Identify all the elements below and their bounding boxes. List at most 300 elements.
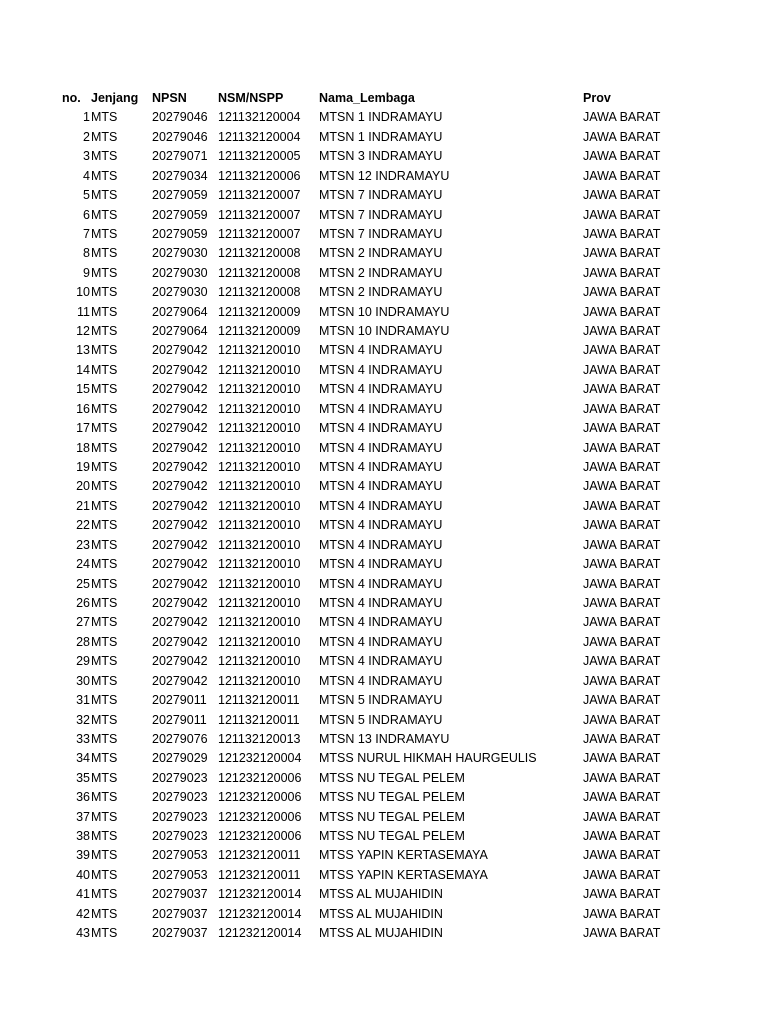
header-prov: Prov <box>583 91 611 105</box>
cell-prov: JAWA BARAT <box>583 790 661 805</box>
table-row <box>0 924 768 943</box>
cell-prov: JAWA BARAT <box>583 887 661 902</box>
cell-nama-lembaga: MTSN 4 INDRAMAYU <box>319 382 443 397</box>
table-row <box>0 672 768 691</box>
cell-jenjang: MTS <box>91 401 118 416</box>
cell-no: 6 <box>83 207 90 222</box>
cell-nsm-nspp: 121132120006 <box>218 168 301 183</box>
cell-jenjang: MTS <box>91 634 118 649</box>
cell-nama-lembaga: MTSN 4 INDRAMAYU <box>319 557 443 572</box>
cell-no: 11 <box>77 304 90 319</box>
table-row <box>0 497 768 516</box>
cell-no: 25 <box>76 576 90 591</box>
cell-npsn: 20279076 <box>152 731 208 746</box>
cell-nsm-nspp: 121132120008 <box>218 265 301 280</box>
table-row <box>0 458 768 477</box>
cell-nsm-nspp: 121132120010 <box>218 557 301 572</box>
table-row <box>0 400 768 419</box>
cell-prov: JAWA BARAT <box>583 693 661 708</box>
cell-nsm-nspp: 121232120006 <box>218 809 302 824</box>
cell-prov: JAWA BARAT <box>583 246 661 261</box>
cell-jenjang: MTS <box>91 829 118 844</box>
cell-npsn: 20279042 <box>152 498 208 513</box>
cell-npsn: 20279030 <box>152 285 208 300</box>
cell-prov: JAWA BARAT <box>583 362 661 377</box>
cell-nama-lembaga: MTSN 2 INDRAMAYU <box>319 265 443 280</box>
cell-nama-lembaga: MTSN 7 INDRAMAYU <box>319 207 443 222</box>
cell-prov: JAWA BARAT <box>583 712 661 727</box>
table-row <box>0 186 768 205</box>
cell-jenjang: MTS <box>91 848 118 863</box>
table-row <box>0 361 768 380</box>
cell-prov: JAWA BARAT <box>583 226 661 241</box>
cell-no: 16 <box>76 401 90 416</box>
cell-npsn: 20279042 <box>152 401 208 416</box>
cell-npsn: 20279046 <box>152 129 208 144</box>
cell-nama-lembaga: MTSN 12 INDRAMAYU <box>319 168 450 183</box>
cell-nama-lembaga: MTSN 4 INDRAMAYU <box>319 654 443 669</box>
cell-nsm-nspp: 121132120013 <box>218 731 301 746</box>
cell-jenjang: MTS <box>91 246 118 261</box>
cell-jenjang: MTS <box>91 207 118 222</box>
cell-no: 4 <box>83 168 90 183</box>
cell-prov: JAWA BARAT <box>583 595 661 610</box>
cell-jenjang: MTS <box>91 518 118 533</box>
table-row <box>0 866 768 885</box>
cell-prov: JAWA BARAT <box>583 731 661 746</box>
cell-npsn: 20279042 <box>152 654 208 669</box>
cell-nama-lembaga: MTSN 2 INDRAMAYU <box>319 246 443 261</box>
cell-nsm-nspp: 121132120007 <box>218 207 301 222</box>
cell-nama-lembaga: MTSN 4 INDRAMAYU <box>319 615 443 630</box>
cell-nsm-nspp: 121132120004 <box>218 129 301 144</box>
cell-nsm-nspp: 121232120006 <box>218 770 302 785</box>
cell-npsn: 20279023 <box>152 829 208 844</box>
cell-jenjang: MTS <box>91 576 118 591</box>
cell-npsn: 20279059 <box>152 226 208 241</box>
cell-npsn: 20279037 <box>152 926 208 941</box>
cell-jenjang: MTS <box>91 226 118 241</box>
cell-prov: JAWA BARAT <box>583 460 661 475</box>
cell-npsn: 20279030 <box>152 246 208 261</box>
cell-npsn: 20279042 <box>152 343 208 358</box>
cell-jenjang: MTS <box>91 421 118 436</box>
cell-prov: JAWA BARAT <box>583 285 661 300</box>
cell-nama-lembaga: MTSS NU TEGAL PELEM <box>319 809 465 824</box>
cell-npsn: 20279059 <box>152 207 208 222</box>
cell-nsm-nspp: 121132120005 <box>218 149 301 164</box>
cell-jenjang: MTS <box>91 906 118 921</box>
cell-nama-lembaga: MTSN 4 INDRAMAYU <box>319 343 443 358</box>
cell-prov: JAWA BARAT <box>583 343 661 358</box>
cell-prov: JAWA BARAT <box>583 421 661 436</box>
cell-prov: JAWA BARAT <box>583 926 661 941</box>
cell-no: 35 <box>76 770 90 785</box>
cell-jenjang: MTS <box>91 168 118 183</box>
cell-npsn: 20279029 <box>152 751 208 766</box>
table-row <box>0 341 768 360</box>
cell-npsn: 20279053 <box>152 848 208 863</box>
cell-no: 12 <box>76 324 90 339</box>
cell-jenjang: MTS <box>91 537 118 552</box>
cell-nama-lembaga: MTSN 10 INDRAMAYU <box>319 304 450 319</box>
cell-prov: JAWA BARAT <box>583 770 661 785</box>
table-row <box>0 808 768 827</box>
cell-no: 30 <box>76 673 90 688</box>
cell-no: 34 <box>76 751 90 766</box>
cell-jenjang: MTS <box>91 673 118 688</box>
cell-no: 21 <box>76 498 90 513</box>
cell-npsn: 20279037 <box>152 906 208 921</box>
cell-npsn: 20279042 <box>152 557 208 572</box>
cell-nsm-nspp: 121132120010 <box>218 595 301 610</box>
cell-nama-lembaga: MTSN 5 INDRAMAYU <box>319 712 443 727</box>
table-body <box>0 108 768 943</box>
table-row <box>0 749 768 768</box>
cell-npsn: 20279042 <box>152 537 208 552</box>
cell-no: 1 <box>83 110 90 125</box>
cell-npsn: 20279042 <box>152 362 208 377</box>
cell-prov: JAWA BARAT <box>583 168 661 183</box>
table-row <box>0 439 768 458</box>
cell-no: 10 <box>76 285 90 300</box>
cell-prov: JAWA BARAT <box>583 129 661 144</box>
cell-prov: JAWA BARAT <box>583 498 661 513</box>
cell-prov: JAWA BARAT <box>583 576 661 591</box>
cell-jenjang: MTS <box>91 557 118 572</box>
cell-nama-lembaga: MTSN 7 INDRAMAYU <box>319 188 443 203</box>
cell-npsn: 20279037 <box>152 887 208 902</box>
cell-jenjang: MTS <box>91 751 118 766</box>
cell-npsn: 20279023 <box>152 790 208 805</box>
cell-jenjang: MTS <box>91 129 118 144</box>
cell-nsm-nspp: 121132120010 <box>218 654 301 669</box>
table-row <box>0 633 768 652</box>
cell-nama-lembaga: MTSN 4 INDRAMAYU <box>319 537 443 552</box>
table-row <box>0 244 768 263</box>
cell-no: 40 <box>76 867 90 882</box>
cell-nsm-nspp: 121132120010 <box>218 343 301 358</box>
cell-nsm-nspp: 121232120014 <box>218 906 302 921</box>
cell-npsn: 20279042 <box>152 634 208 649</box>
table-row <box>0 225 768 244</box>
header-jenjang: Jenjang <box>91 91 139 105</box>
cell-nsm-nspp: 121132120007 <box>218 226 301 241</box>
cell-npsn: 20279042 <box>152 518 208 533</box>
cell-npsn: 20279023 <box>152 809 208 824</box>
cell-prov: JAWA BARAT <box>583 304 661 319</box>
cell-nsm-nspp: 121132120010 <box>218 401 301 416</box>
cell-no: 36 <box>76 790 90 805</box>
table-row <box>0 711 768 730</box>
table-row <box>0 206 768 225</box>
cell-prov: JAWA BARAT <box>583 829 661 844</box>
cell-prov: JAWA BARAT <box>583 751 661 766</box>
table-row <box>0 788 768 807</box>
cell-npsn: 20279064 <box>152 304 208 319</box>
cell-prov: JAWA BARAT <box>583 382 661 397</box>
cell-nama-lembaga: MTSN 4 INDRAMAYU <box>319 421 443 436</box>
cell-nama-lembaga: MTSS AL MUJAHIDIN <box>319 926 443 941</box>
cell-no: 8 <box>83 246 90 261</box>
cell-no: 2 <box>83 129 90 144</box>
cell-npsn: 20279042 <box>152 576 208 591</box>
table-row <box>0 322 768 341</box>
table-row <box>0 380 768 399</box>
cell-npsn: 20279042 <box>152 615 208 630</box>
cell-nsm-nspp: 121132120007 <box>218 188 301 203</box>
cell-nama-lembaga: MTSN 4 INDRAMAYU <box>319 634 443 649</box>
table-row <box>0 827 768 846</box>
header-npsn: NPSN <box>152 91 187 105</box>
table-row <box>0 419 768 438</box>
cell-no: 42 <box>76 906 90 921</box>
cell-nsm-nspp: 121232120006 <box>218 829 302 844</box>
cell-nsm-nspp: 121132120011 <box>218 693 300 708</box>
cell-prov: JAWA BARAT <box>583 634 661 649</box>
cell-no: 37 <box>76 809 90 824</box>
table-row <box>0 147 768 166</box>
cell-no: 39 <box>76 848 90 863</box>
cell-prov: JAWA BARAT <box>583 324 661 339</box>
cell-nsm-nspp: 121232120011 <box>218 867 301 882</box>
cell-jenjang: MTS <box>91 479 118 494</box>
cell-jenjang: MTS <box>91 693 118 708</box>
cell-nama-lembaga: MTSS AL MUJAHIDIN <box>319 906 443 921</box>
cell-no: 22 <box>76 518 90 533</box>
cell-npsn: 20279011 <box>152 693 207 708</box>
cell-no: 23 <box>76 537 90 552</box>
cell-no: 29 <box>76 654 90 669</box>
cell-prov: JAWA BARAT <box>583 809 661 824</box>
header-nsm-nspp: NSM/NSPP <box>218 91 284 105</box>
table-row <box>0 128 768 147</box>
cell-npsn: 20279059 <box>152 188 208 203</box>
cell-jenjang: MTS <box>91 790 118 805</box>
cell-prov: JAWA BARAT <box>583 867 661 882</box>
cell-nsm-nspp: 121132120010 <box>218 421 301 436</box>
cell-jenjang: MTS <box>91 460 118 475</box>
cell-jenjang: MTS <box>91 595 118 610</box>
cell-jenjang: MTS <box>91 498 118 513</box>
cell-nsm-nspp: 121132120010 <box>218 537 301 552</box>
cell-no: 24 <box>76 557 90 572</box>
cell-npsn: 20279042 <box>152 440 208 455</box>
table-row <box>0 575 768 594</box>
cell-npsn: 20279011 <box>152 712 207 727</box>
table-row <box>0 283 768 302</box>
table-row <box>0 108 768 127</box>
table-row <box>0 167 768 186</box>
cell-no: 14 <box>76 362 90 377</box>
cell-no: 38 <box>76 829 90 844</box>
cell-jenjang: MTS <box>91 324 118 339</box>
cell-no: 18 <box>76 440 90 455</box>
cell-nsm-nspp: 121232120006 <box>218 790 302 805</box>
cell-jenjang: MTS <box>91 926 118 941</box>
cell-prov: JAWA BARAT <box>583 557 661 572</box>
cell-npsn: 20279034 <box>152 168 208 183</box>
cell-nsm-nspp: 121132120010 <box>218 498 301 513</box>
cell-npsn: 20279023 <box>152 770 208 785</box>
table-row <box>0 536 768 555</box>
cell-nama-lembaga: MTSN 7 INDRAMAYU <box>319 226 443 241</box>
cell-nama-lembaga: MTSN 1 INDRAMAYU <box>319 110 443 125</box>
cell-nama-lembaga: MTSN 2 INDRAMAYU <box>319 285 443 300</box>
cell-nama-lembaga: MTSN 4 INDRAMAYU <box>319 401 443 416</box>
cell-nama-lembaga: MTSN 10 INDRAMAYU <box>319 324 450 339</box>
cell-nsm-nspp: 121132120010 <box>218 518 301 533</box>
cell-nsm-nspp: 121132120011 <box>218 712 300 727</box>
cell-nsm-nspp: 121132120010 <box>218 440 301 455</box>
cell-no: 32 <box>76 712 90 727</box>
table-row <box>0 846 768 865</box>
cell-npsn: 20279030 <box>152 265 208 280</box>
cell-nsm-nspp: 121132120010 <box>218 362 301 377</box>
cell-nama-lembaga: MTSN 5 INDRAMAYU <box>319 693 443 708</box>
cell-no: 3 <box>83 149 90 164</box>
cell-jenjang: MTS <box>91 712 118 727</box>
cell-prov: JAWA BARAT <box>583 188 661 203</box>
cell-prov: JAWA BARAT <box>583 401 661 416</box>
cell-nsm-nspp: 121232120004 <box>218 751 302 766</box>
cell-jenjang: MTS <box>91 304 118 319</box>
data-table <box>0 89 768 944</box>
cell-no: 33 <box>76 731 90 746</box>
cell-no: 41 <box>76 887 90 902</box>
cell-nsm-nspp: 121132120010 <box>218 382 301 397</box>
cell-no: 9 <box>83 265 90 280</box>
cell-npsn: 20279042 <box>152 595 208 610</box>
table-header-row <box>0 89 768 108</box>
cell-no: 19 <box>76 460 90 475</box>
cell-prov: JAWA BARAT <box>583 848 661 863</box>
cell-no: 15 <box>76 382 90 397</box>
cell-nama-lembaga: MTSS AL MUJAHIDIN <box>319 887 443 902</box>
cell-prov: JAWA BARAT <box>583 265 661 280</box>
table-row <box>0 730 768 749</box>
cell-npsn: 20279046 <box>152 110 208 125</box>
cell-jenjang: MTS <box>91 110 118 125</box>
table-row <box>0 264 768 283</box>
cell-nsm-nspp: 121132120009 <box>218 304 301 319</box>
cell-nama-lembaga: MTSS NURUL HIKMAH HAURGEULIS <box>319 751 537 766</box>
cell-jenjang: MTS <box>91 867 118 882</box>
cell-nama-lembaga: MTSN 4 INDRAMAYU <box>319 440 443 455</box>
cell-no: 28 <box>76 634 90 649</box>
cell-nama-lembaga: MTSS NU TEGAL PELEM <box>319 790 465 805</box>
cell-nsm-nspp: 121132120004 <box>218 110 301 125</box>
table-row <box>0 613 768 632</box>
cell-no: 5 <box>83 188 90 203</box>
table-row <box>0 769 768 788</box>
cell-nsm-nspp: 121132120010 <box>218 634 301 649</box>
cell-jenjang: MTS <box>91 809 118 824</box>
cell-no: 43 <box>76 926 90 941</box>
table-row <box>0 477 768 496</box>
cell-jenjang: MTS <box>91 285 118 300</box>
cell-nama-lembaga: MTSN 4 INDRAMAYU <box>319 498 443 513</box>
cell-npsn: 20279064 <box>152 324 208 339</box>
cell-nama-lembaga: MTSN 13 INDRAMAYU <box>319 731 450 746</box>
cell-no: 7 <box>83 226 90 241</box>
cell-nama-lembaga: MTSN 3 INDRAMAYU <box>319 149 443 164</box>
cell-jenjang: MTS <box>91 343 118 358</box>
cell-jenjang: MTS <box>91 731 118 746</box>
cell-no: 13 <box>76 343 90 358</box>
table-row <box>0 516 768 535</box>
cell-nsm-nspp: 121132120008 <box>218 285 301 300</box>
header-no: no. <box>62 91 81 105</box>
cell-nsm-nspp: 121132120010 <box>218 673 301 688</box>
table-row <box>0 555 768 574</box>
cell-jenjang: MTS <box>91 440 118 455</box>
cell-jenjang: MTS <box>91 188 118 203</box>
cell-nama-lembaga: MTSN 4 INDRAMAYU <box>319 460 443 475</box>
table-row <box>0 885 768 904</box>
cell-npsn: 20279042 <box>152 421 208 436</box>
cell-nsm-nspp: 121132120010 <box>218 576 301 591</box>
cell-npsn: 20279053 <box>152 867 208 882</box>
cell-prov: JAWA BARAT <box>583 615 661 630</box>
cell-nsm-nspp: 121232120014 <box>218 887 302 902</box>
table-row <box>0 691 768 710</box>
cell-nama-lembaga: MTSS NU TEGAL PELEM <box>319 770 465 785</box>
cell-nama-lembaga: MTSN 4 INDRAMAYU <box>319 362 443 377</box>
cell-prov: JAWA BARAT <box>583 537 661 552</box>
cell-nama-lembaga: MTSN 4 INDRAMAYU <box>319 479 443 494</box>
cell-prov: JAWA BARAT <box>583 207 661 222</box>
cell-npsn: 20279042 <box>152 382 208 397</box>
cell-no: 26 <box>76 595 90 610</box>
cell-nsm-nspp: 121232120011 <box>218 848 301 863</box>
cell-nama-lembaga: MTSS YAPIN KERTASEMAYA <box>319 867 488 882</box>
cell-jenjang: MTS <box>91 770 118 785</box>
cell-nsm-nspp: 121132120008 <box>218 246 301 261</box>
cell-nsm-nspp: 121132120010 <box>218 460 301 475</box>
cell-nsm-nspp: 121132120010 <box>218 615 301 630</box>
cell-no: 17 <box>76 421 90 436</box>
cell-npsn: 20279042 <box>152 673 208 688</box>
cell-prov: JAWA BARAT <box>583 518 661 533</box>
cell-no: 31 <box>76 693 90 708</box>
cell-jenjang: MTS <box>91 654 118 669</box>
cell-nama-lembaga: MTSN 4 INDRAMAYU <box>319 576 443 591</box>
cell-nama-lembaga: MTSN 4 INDRAMAYU <box>319 673 443 688</box>
cell-npsn: 20279071 <box>152 149 208 164</box>
cell-jenjang: MTS <box>91 615 118 630</box>
cell-jenjang: MTS <box>91 149 118 164</box>
cell-npsn: 20279042 <box>152 479 208 494</box>
cell-prov: JAWA BARAT <box>583 673 661 688</box>
table-row <box>0 594 768 613</box>
header-nama-lembaga: Nama_Lembaga <box>319 91 415 105</box>
cell-nsm-nspp: 121232120014 <box>218 926 302 941</box>
table-row <box>0 905 768 924</box>
cell-prov: JAWA BARAT <box>583 654 661 669</box>
cell-prov: JAWA BARAT <box>583 149 661 164</box>
cell-npsn: 20279042 <box>152 460 208 475</box>
cell-nama-lembaga: MTSS NU TEGAL PELEM <box>319 829 465 844</box>
cell-no: 27 <box>76 615 90 630</box>
cell-nsm-nspp: 121132120010 <box>218 479 301 494</box>
cell-no: 20 <box>76 479 90 494</box>
cell-prov: JAWA BARAT <box>583 440 661 455</box>
cell-prov: JAWA BARAT <box>583 906 661 921</box>
cell-prov: JAWA BARAT <box>583 479 661 494</box>
table-row <box>0 303 768 322</box>
cell-nama-lembaga: MTSN 4 INDRAMAYU <box>319 595 443 610</box>
